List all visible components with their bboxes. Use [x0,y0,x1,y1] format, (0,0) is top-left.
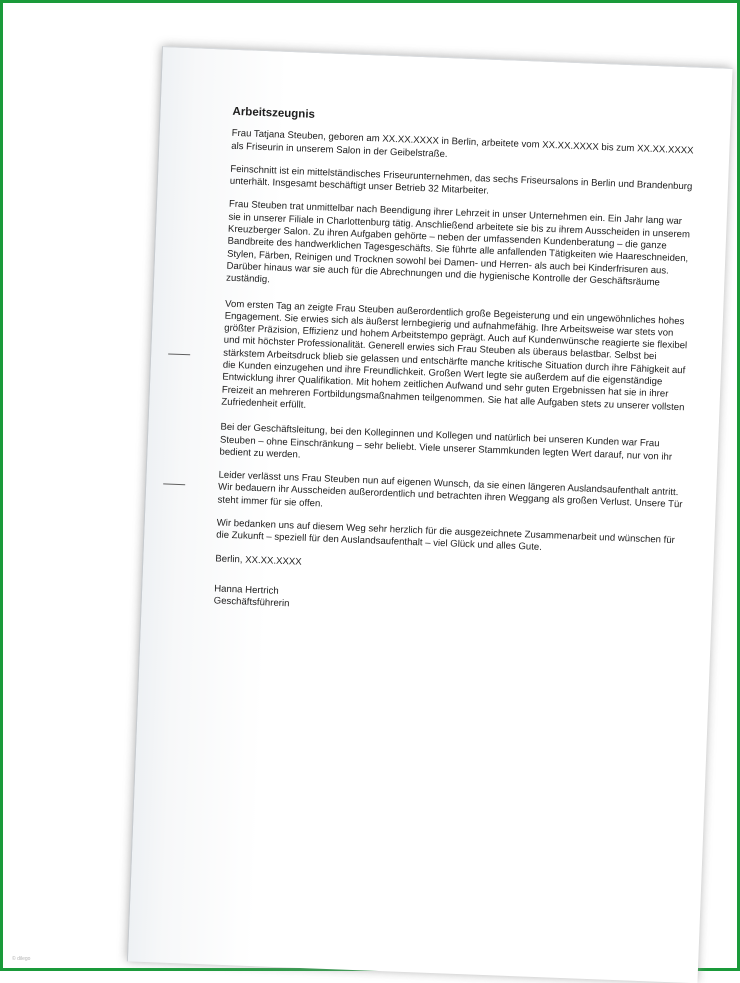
document-page [127,46,733,983]
watermark: © dilego [12,956,31,962]
paragraph-performance: Vom ersten Tag an zeigte Frau Steuben außerordentlich große Begeisterung und ein ungewöhnliches hohes Engagement. Sie erwies sich als äußerst lernbegierig und aufnahmefähig. Ihre Arbeitsweise war stets von größter Präzision, Effizienz und hohem Arbeitstempo geprägt. Auch auf Kundenwünsche reagierte sie flexibel und mit höchster Professionalität. Generell erwies sich Frau Steuben als überaus belastbar. Selbst bei stärkstem Arbeitsdruck blieb sie gelassen und entschärfte manche kritische Situation durch ihre Fähigkeit auf die Kunden einzugehen und ihre Freundlichkeit. Großen Wert legte sie außerdem auf die eigenständige Entwicklung ihrer Qualifikation. Mit hohem zeitlichen Aufwand und sehr guten Ergebnissen hat sie in ihrer Freizeit an mehreren Fortbildungsmaßnahmen teilgenommen. Sie hat alle Aufgaben stets zu unserer vollsten Zufriedenheit erfüllt. [221,298,688,413]
paragraph-closing: Wir bedanken uns auf diesem Weg sehr herzlich für die ausgezeichnete Zusammenarbeit und wünschen für die Zukunft – speziell für den Auslandsaufenthalt – viel Glück und alles Gute. [216,517,676,554]
paragraph-duties: Frau Steuben trat unmittelbar nach Beendigung ihrer Lehrzeit in unser Unternehmen ein. Ein Jahr lang war sie in unserer Filiale in Charlottenburg tätig. Anschließend arbeitete sie bis zu ihrem Ausscheiden in unserem Kreuzberger Salon. Zu ihren Aufgaben gehörte – neben der umfassenden Kundenberatung – die ganze Bandbreite des handwerklichen Tagesgeschäfts. Sie führte alle anfallenden Tätigkeiten wie Haareschneiden, Stylen, Färben, Reinigen und Trocknen sowohl bei Damen- und Herren- als auch bei Kinderfrisuren aus. Darüber hinaus war sie auch für die Abrechnungen und die hygienische Kontrolle der Geschäftsräume zuständig. [225,199,691,289]
signature-block [213,583,682,626]
fold-mark-upper [168,353,190,355]
paragraph-intro: Frau Tatjana Steuben, geboren am XX.XX.XXXX in Berlin, arbeitete vom XX.XX.XXXX bis zum XX.XX.XXXX als Friseurin in unserem Salon in der Geibelstraße. [231,128,694,160]
paragraph-conduct: Bei der Geschäftsleitung, bei den Kolleginnen und Kollegen und natürlich bei unseren Kunden war Frau Steuben – ohne Einschränkung – sehr beliebt. Viele unserer Stammkunden legten Wert darauf, nur von ihr bedient zu werden. [219,421,673,463]
signer-name: Hanna Hertrich [213,583,279,597]
paragraph-leaving: Leider verlässt uns Frau Steuben nun auf eigenen Wunsch, da sie einen längeren Auslandsaufenthalt antritt. Wir bedauern ihr Ausscheiden außerordentlich und betrachten ihren Weggang als großen Verlust. Unsere Tür steht immer für sie offen. [217,469,683,511]
document-content [213,106,700,626]
place-date: Berlin, XX.XX.XXXX [215,553,302,568]
fold-mark-lower [163,483,185,485]
signer-role: Geschäftsführerin [213,595,290,610]
document-title: Arbeitszeugnis [232,105,316,121]
paragraph-company: Feinschnitt ist ein mittelständisches Friseurunternehmen, das sechs Friseursalons in Berlin und Brandenburg unterhält. Insgesamt beschäftigt unser Betrieb 32 Mitarbeiter. [229,163,693,197]
